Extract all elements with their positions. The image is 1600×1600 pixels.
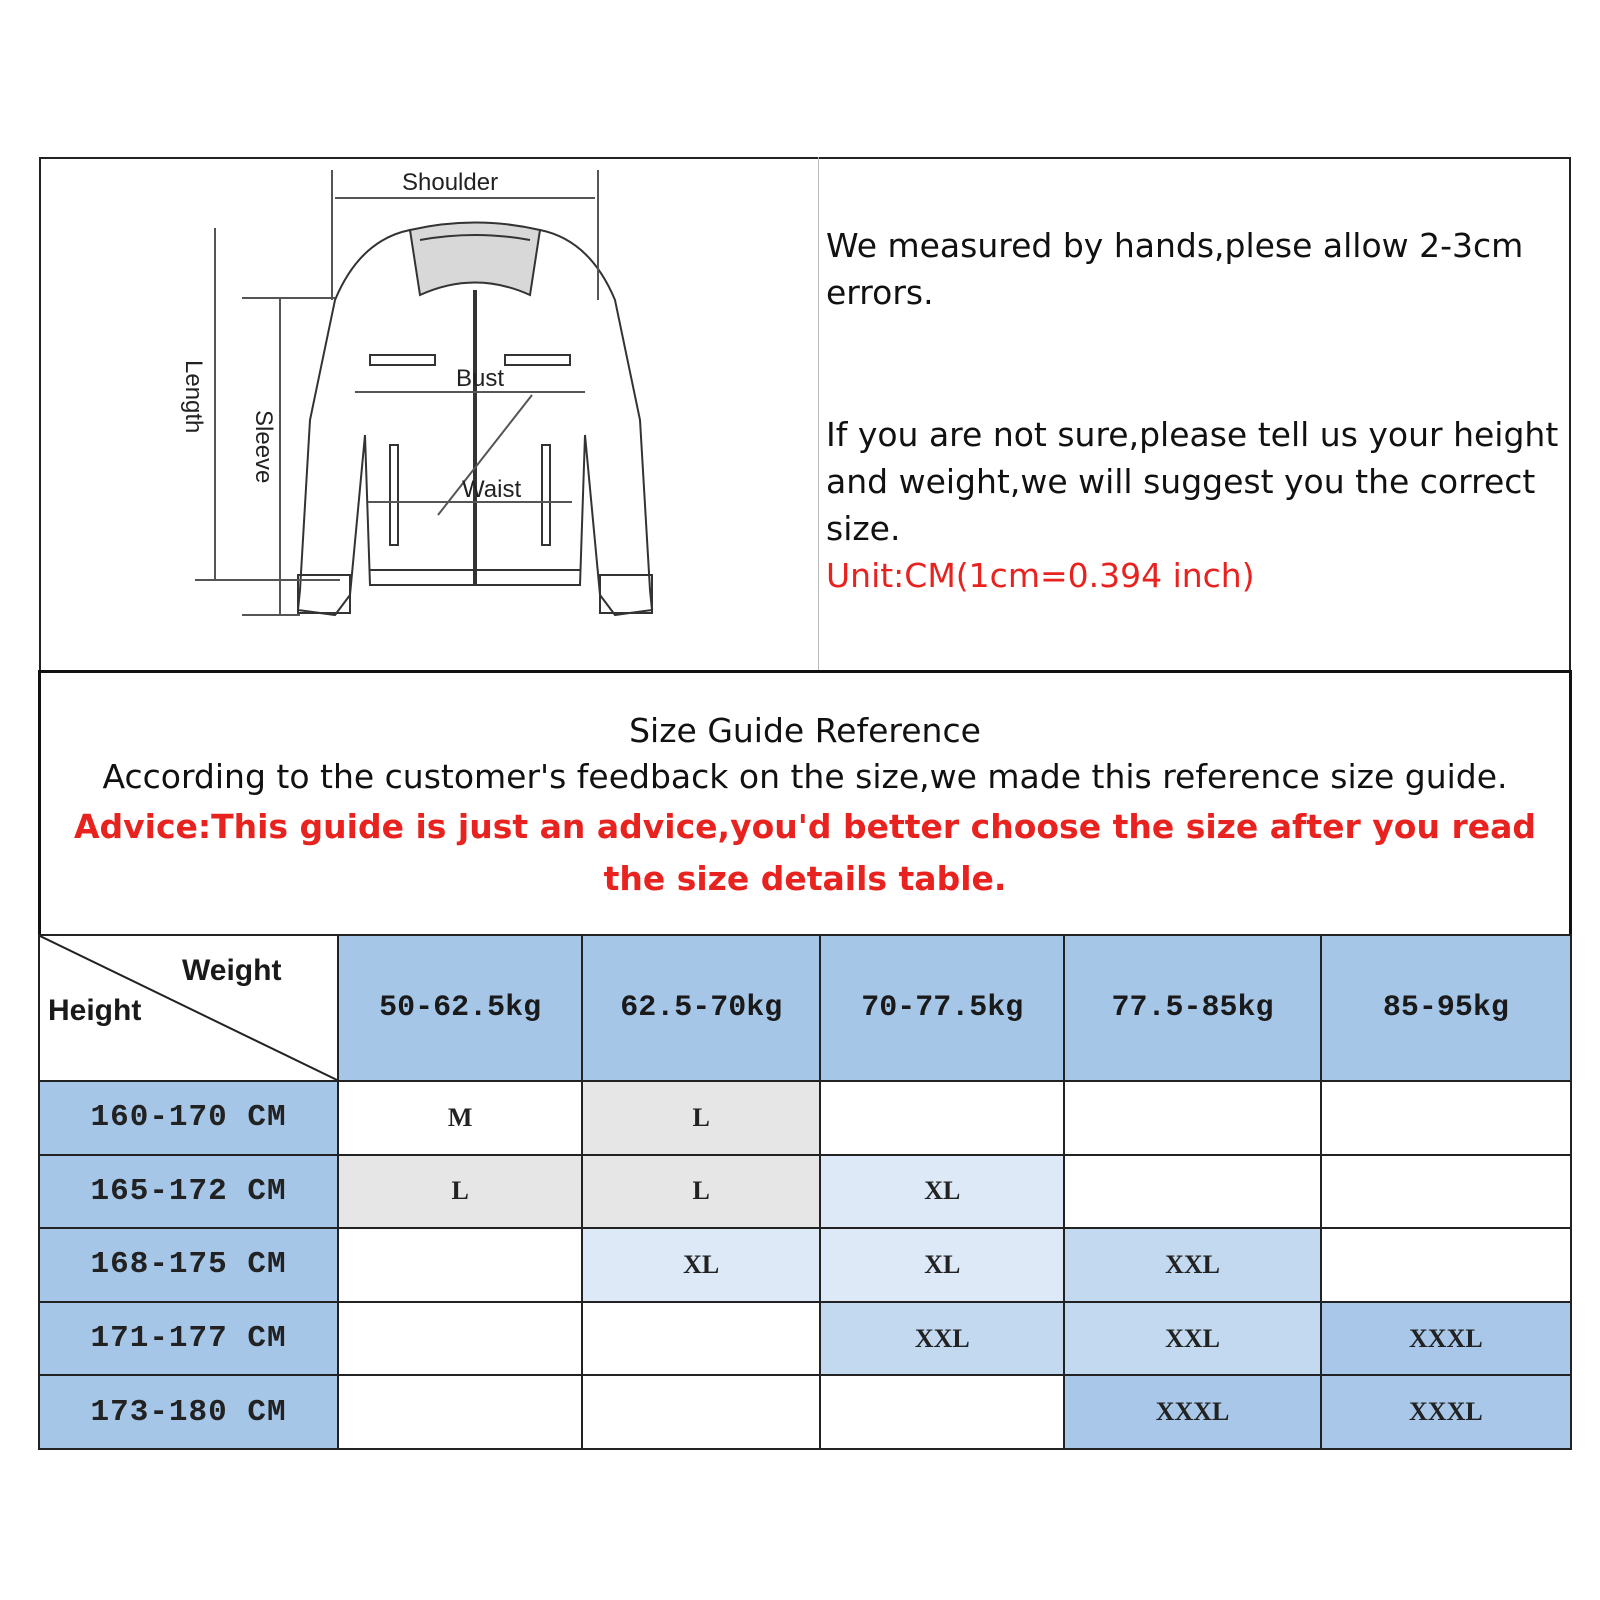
table-row <box>39 1375 1571 1449</box>
shoulder-label: Shoulder <box>402 169 499 196</box>
measure-note: We measured by hands,plese allow 2-3cm errors. <box>826 226 1524 312</box>
weight-axis-label: Weight <box>182 954 282 987</box>
sleeve-label: Sleeve <box>250 410 277 484</box>
size-cell <box>820 1375 1064 1449</box>
size-cell <box>582 1302 820 1376</box>
height-row-header: 168-175 CM <box>39 1228 338 1302</box>
size-cell: L <box>338 1155 582 1229</box>
size-table <box>38 934 1572 1450</box>
guide-title: Size Guide Reference <box>629 711 981 750</box>
weight-column-header: 50-62.5kg <box>338 935 582 1081</box>
unsure-note: If you are not sure,please tell us your height and weight,we will suggest you the correct size. <box>826 415 1559 548</box>
weight-column-header: 70-77.5kg <box>820 935 1064 1081</box>
size-cell <box>1321 1081 1571 1155</box>
size-cell: L <box>582 1155 820 1229</box>
length-label: Length <box>180 360 207 434</box>
unit-note: Unit:CM(1cm=0.394 inch) <box>826 556 1255 595</box>
size-cell <box>1064 1081 1320 1155</box>
jacket-outline-icon <box>160 160 680 650</box>
size-cell <box>1321 1155 1571 1229</box>
size-cell <box>1321 1228 1571 1302</box>
weight-column-header: 85-95kg <box>1321 935 1571 1081</box>
size-cell <box>338 1302 582 1376</box>
table-row <box>39 1228 1571 1302</box>
height-axis-label: Height <box>48 994 142 1027</box>
table-corner-cell <box>39 935 338 1081</box>
size-guide-header <box>38 670 1572 935</box>
size-cell <box>1064 1155 1320 1229</box>
measurement-notes <box>826 222 1561 599</box>
height-row-header: 160-170 CM <box>39 1081 338 1155</box>
table-row <box>39 1081 1571 1155</box>
table-row <box>39 1155 1571 1229</box>
guide-advice: Advice:This guide is just an advice,you'd better choose the size after you read the size details table. <box>73 807 1536 898</box>
jacket-diagram <box>160 160 680 650</box>
table-header-row <box>39 935 1571 1081</box>
size-cell <box>338 1228 582 1302</box>
size-cell: XXXL <box>1321 1375 1571 1449</box>
size-cell: M <box>338 1081 582 1155</box>
size-cell: L <box>582 1081 820 1155</box>
size-cell: XXXL <box>1321 1302 1571 1376</box>
size-cell <box>582 1375 820 1449</box>
size-cell: XXL <box>1064 1302 1320 1376</box>
height-row-header: 173-180 CM <box>39 1375 338 1449</box>
size-cell: XXXL <box>1064 1375 1320 1449</box>
size-cell: XL <box>820 1228 1064 1302</box>
weight-column-header: 77.5-85kg <box>1064 935 1320 1081</box>
height-row-header: 165-172 CM <box>39 1155 338 1229</box>
size-cell: XXL <box>1064 1228 1320 1302</box>
bust-label: Bust <box>456 365 505 392</box>
guide-subtitle: According to the customer's feedback on the size,we made this reference size guide. <box>102 757 1508 796</box>
table-row <box>39 1302 1571 1376</box>
size-cell <box>338 1375 582 1449</box>
height-row-header: 171-177 CM <box>39 1302 338 1376</box>
size-cell: XXL <box>820 1302 1064 1376</box>
size-cell <box>820 1081 1064 1155</box>
panel-divider <box>818 157 819 671</box>
weight-column-header: 62.5-70kg <box>582 935 820 1081</box>
size-cell: XL <box>582 1228 820 1302</box>
waist-label: Waist <box>462 476 522 503</box>
size-cell: XL <box>820 1155 1064 1229</box>
